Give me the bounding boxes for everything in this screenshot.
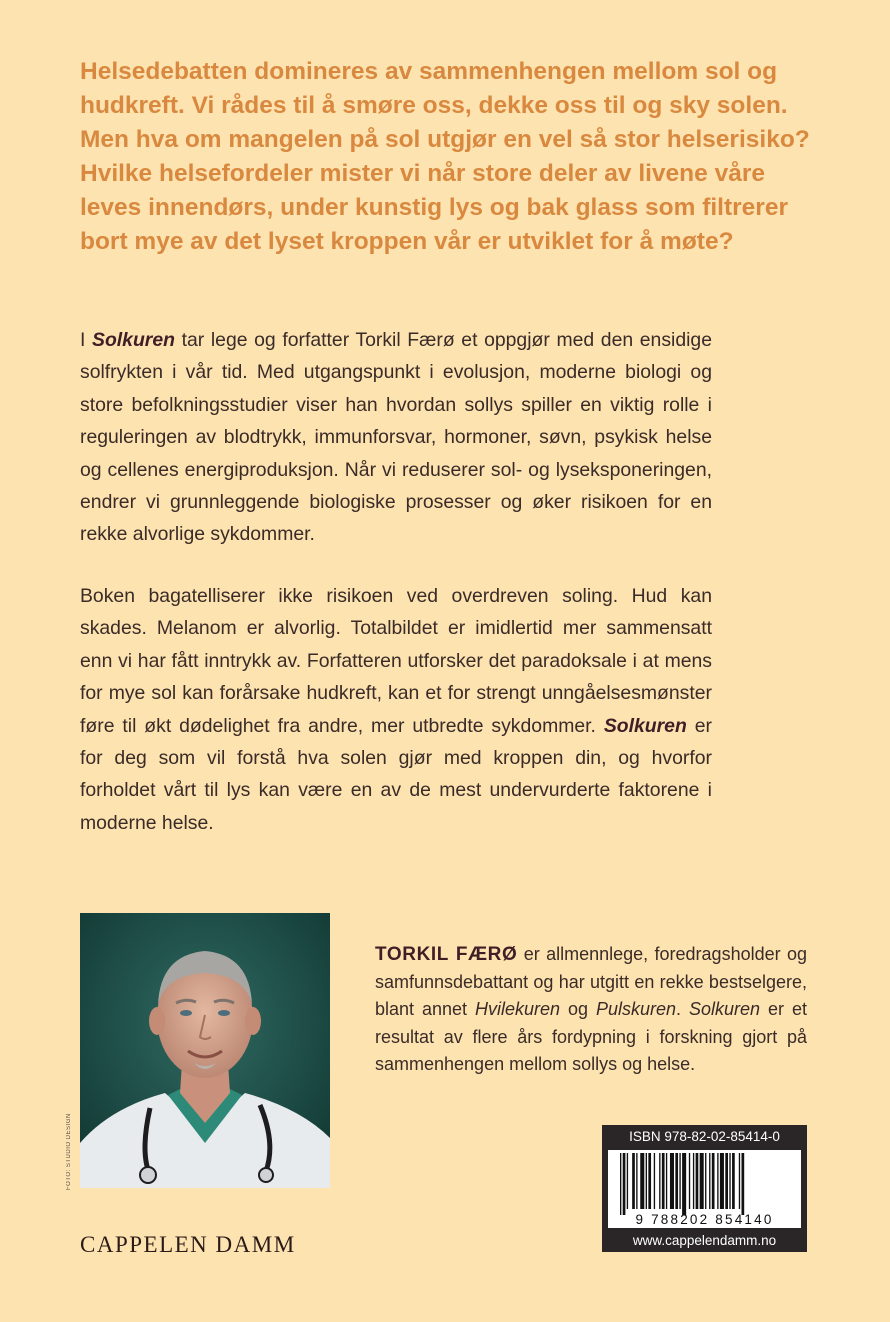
barcode-bar [640,1153,644,1209]
barcode-bar [662,1153,665,1209]
barcode-bar [682,1153,686,1215]
author-bio-text-3: . [676,999,690,1019]
barcode-bar [659,1153,660,1209]
barcode-bar [623,1153,626,1215]
barcode-bar [666,1153,667,1209]
author-bio-text-2: og [560,999,596,1019]
barcode-bar [700,1153,704,1209]
barcode-bar [712,1153,715,1209]
photo-credit: FOTO: STUDIO DESIGN [66,1113,72,1190]
barcode-bar [709,1153,710,1209]
barcode-bar [696,1153,699,1209]
publisher-website: www.cappelendamm.no [632,1233,777,1248]
author-book-3: Solkuren [689,999,761,1019]
barcode-bar [689,1153,690,1209]
barcode-bar [732,1153,735,1209]
author-photo [80,913,330,1188]
author-name: TORKIL FÆRØ [375,944,518,965]
barcode-bar [654,1153,655,1209]
barcode-bar [739,1153,740,1209]
author-bio-text-4: er et resultat av flere års fordypning i forskning gjort på sammenhengen mellom sollys og helse. [375,999,807,1074]
barcode-bar [636,1153,637,1209]
author-book-1: Hvilekuren [475,999,561,1019]
para2-book-title: Solkuren [603,714,687,737]
barcode-bar [725,1153,728,1209]
description-paragraph-2 [80,580,712,839]
barcode [608,1150,801,1228]
para1-book-title: Solkuren [92,329,175,351]
barcode-bar [620,1153,621,1215]
barcode-bar [675,1153,678,1209]
barcode-bar [646,1153,647,1209]
para1-text-after: tar lege og forfatter Torkil Færø et oppgjør med den ensidige solfrykten i vår tid. Med utgangspunkt i evolusjon, moderne biologi og store befolkningsstudier viser han hvordan sollys spiller en viktig rolle i reguleringen av blodtrykk, immunforsvar, hormoner, søvn, psykisk helse og cellenes energiproduksjon. Når vi reduserer sol- og lyseksponeringen, endrer vi grunnleggende biologiske prosesser og øker risikoen for en rekke alvorlige sykdommer. [80,329,712,546]
isbn-number: ISBN 978-82-02-85414-0 [629,1129,780,1144]
barcode-bar [648,1153,651,1209]
author-book-2: Pulskuren [596,999,677,1019]
publisher-logo: CAPPELEN DAMM [80,1232,296,1257]
barcode-bar [742,1153,745,1215]
author-bio [375,941,807,1079]
barcode-bar [679,1153,680,1209]
para2-text-before: Boken bagatelliserer ikke risikoen ved overdreven soling. Hud kan skades. Melanom er alvorlig. Totalbildet er imidlertid mer sammensatt enn vi har fått inntrykk av. Forfatteren utforsker det paradoksale i at mens for mye sol kan forårsake hudkreft, kan et for strengt unngåelsesmønster føre til økt dødelighet fra andre, mer utbredte sykdommer. [80,585,712,737]
barcode-bar [693,1153,694,1209]
intro-paragraph: Helsedebatten domineres av sammenhengen mellom sol og hudkreft. Vi rådes til å smøre oss, dekke oss til og sky solen. Men hva om mangelen på sol utgjør en vel så stor helserisiko? Hvilke helsefordeler mister vi når store deler av livene våre leves innendørs, under kunstig lys og bak glass som filtrerer bort mye av det lyset kroppen vår er utviklet for å møte? [80,58,810,255]
barcode-bar [720,1153,724,1209]
para2-text-after: er for deg som vil forstå hva solen gjør med kroppen din, og hvorfor forholdet vårt til lys kan være en av de mest undervurderte faktorene i moderne helse. [80,714,712,834]
barcode-bars [608,1153,801,1215]
barcode-bar [717,1153,718,1209]
para1-text-before: I [80,329,93,351]
author-bio-text-1: er allmennlege, foredragsholder og samfunnsdebattant og har utgitt en rekke bestselgere, blant annet [375,944,807,1019]
barcode-bar [670,1153,674,1209]
barcode-bar [632,1153,635,1209]
barcode-bar [729,1153,730,1209]
isbn-block [602,1125,807,1252]
barcode-bar [705,1153,706,1209]
barcode-bar [627,1153,628,1209]
barcode-digits: 9 788202 854140 [635,1212,774,1227]
description-paragraph-1 [80,324,712,551]
